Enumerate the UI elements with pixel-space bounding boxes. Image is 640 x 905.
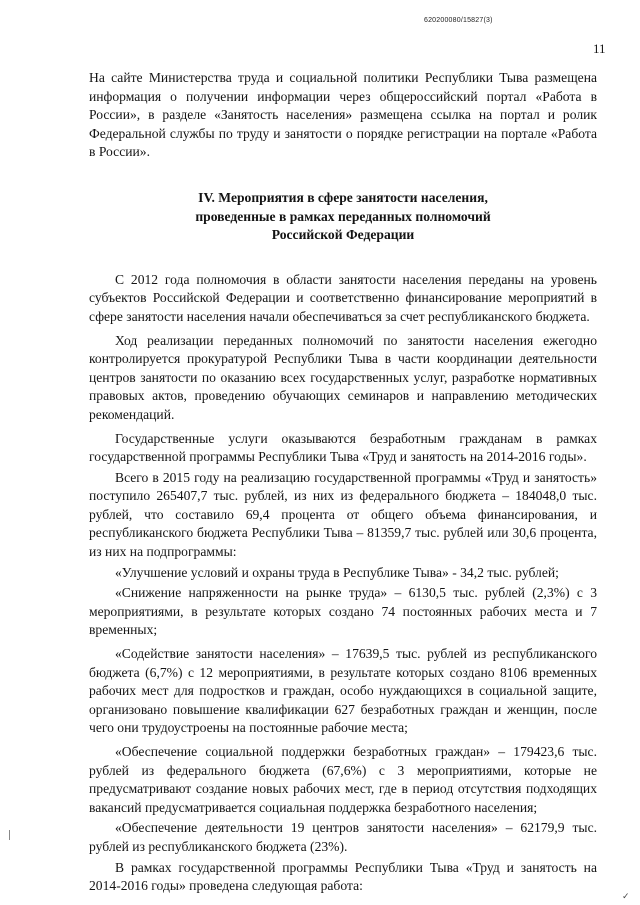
paragraph-financing-2015: Всего в 2015 году на реализацию государственной программы «Труд и занятость» поступило 265407,7 тыс. рублей, из них из федерального бюджета – 184048,0 тыс. рублей, что составило 69,4 процента от общего объема финансирования, и республиканского бюджета Республики Тыва – 81359,7 тыс. рублей или 30,6 процента, из них на подпрограммы: — [89, 469, 597, 560]
document-id: 620200080/15827(3) — [424, 17, 493, 24]
paragraph-subprogram-centers: «Обеспечение деятельности 19 центров занятости населения» – 62179,9 тыс. рублей из республиканского бюджета (23%). — [89, 820, 597, 854]
paragraph-work-done: В рамках государственной программы Республики Тыва «Труд и занятость на 2014-2016 годы» проведена следующая работа: — [89, 859, 597, 894]
paragraph-subprogram-employment: «Содействие занятости населения» – 17639,5 тыс. рублей из республиканского бюджета (6,7%) с 12 мероприятиями, в результате которых создано 8106 временных рабочих мест для подростков и граждан, особо нуждающихся в социальной защите, организовано повышение квалификации 627 безработных граждан и женщин, после чего они трудоустроены на постоянные рабочие места; — [89, 646, 597, 736]
document-body — [89, 69, 597, 896]
paragraph-prosecutor-control: Ход реализации переданных полномочий по занятости населения ежегодно контролируется прокуратурой Республики Тыва в части координации деятельности центров занятости по оказанию всех государственных услуг, разработке нормативных правовых актов, проведению обучающих семинаров и направлению методических рекомендаций. — [89, 332, 597, 422]
intro-paragraph: На сайте Министерства труда и социальной политики Республики Тыва размещена информация о получении информации через общероссийский портал «Работа в России», в разделе «Занятость населения» размещена ссылка на портал и ролик Федеральной службы по труду и занятости о порядке регистрации на портале «Работа в России». — [89, 70, 597, 160]
section-heading-line-1: IV. Мероприятия в сфере занятости населения, — [198, 189, 488, 205]
paragraph-subprogram-social-support: «Обеспечение социальной поддержки безработных граждан» – 179423,6 тыс. рублей из федерального бюджета (67,6%) с 3 мероприятиями, которые не предусматривают создание новых рабочих мест, где в период отсутствия подходящих вакансий предусматривается социальная поддержка безработного населения; — [89, 744, 597, 815]
paragraph-powers-transfer: С 2012 года полномочия в области занятости населения переданы на уровень субъектов Российской Федерации и соответственно финансирование мероприятий в сфере занятости населения начали обеспечиваться за счет республиканского бюджета. — [89, 271, 597, 324]
paragraph-state-services: Государственные услуги оказываются безработным гражданам в рамках государственной программы Республики Тыва «Труд и занятость на 2014-2016 годы». — [89, 430, 597, 465]
section-heading — [89, 189, 597, 245]
handwritten-mark: ✓ — [622, 891, 630, 901]
paragraph-subprogram-labor-safety: «Улучшение условий и охраны труда в Республике Тыва» - 34,2 тыс. рублей; — [115, 564, 559, 580]
scan-edge-mark — [9, 830, 10, 840]
section-heading-line-2: проведенные в рамках переданных полномочий — [195, 208, 491, 224]
paragraph-subprogram-labor-market: «Снижение напряженности на рынке труда» – 6130,5 тыс. рублей (2,3%) с 3 мероприятиями, в результате которых создано 74 постоянных рабочих места и 7 временных; — [89, 585, 597, 638]
page-number: 11 — [593, 41, 606, 56]
section-heading-line-3: Российской Федерации — [271, 227, 415, 243]
